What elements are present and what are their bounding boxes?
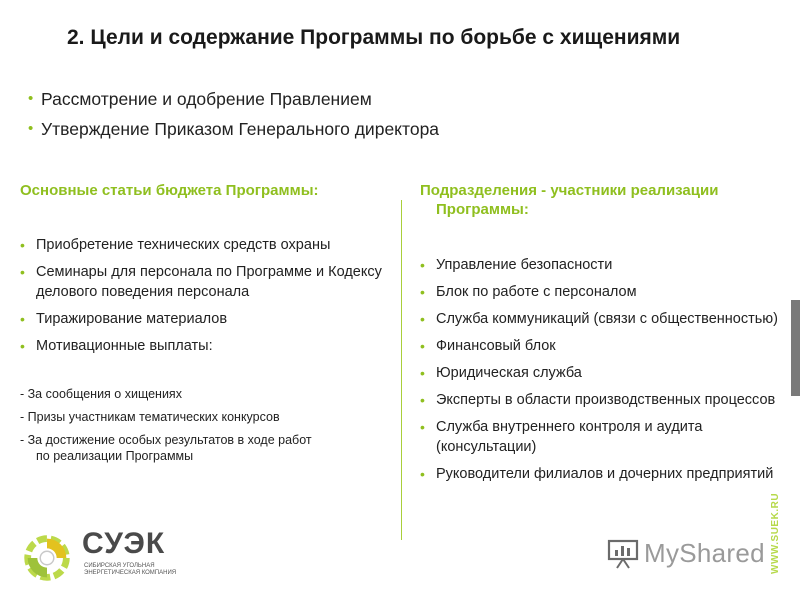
department-item: • Руководители филиалов и дочерних предприятий — [420, 464, 780, 484]
departments-heading-line2: Программы: — [436, 201, 529, 218]
myshared-watermark — [606, 534, 771, 574]
budget-list — [20, 235, 395, 363]
department-item: • Управление безопасности — [420, 255, 780, 275]
budget-heading: Основные статьи бюджета Программы: — [20, 182, 319, 199]
budget-item: • Мотивационные выплаты: — [20, 336, 395, 356]
motivation-subitem-text: - Призы участникам тематических конкурсов — [20, 410, 280, 424]
logo-subtitle-line1: СИБИРСКАЯ УГОЛЬНАЯ — [84, 563, 155, 569]
side-accent-bar — [791, 300, 800, 396]
slide-title: 2. Цели и содержание Программы по борьбе с хищениями — [67, 26, 681, 49]
departments-heading-line1: Подразделения - участники реализации — [420, 182, 719, 199]
motivation-subitem-continuation: по реализации Программы — [36, 449, 194, 463]
logo-subtitle-line2: ЭНЕРГЕТИЧЕСКАЯ КОМПАНИЯ — [84, 570, 177, 576]
budget-item: • Тиражирование материалов — [20, 309, 395, 329]
approval-item: • Утверждение Приказом Генерального директора — [28, 114, 439, 144]
motivation-subitem — [20, 386, 395, 402]
budget-item: • Семинары для персонала по Программе и Кодексу делового поведения персонала — [20, 262, 395, 302]
watermark-text: MyShared — [644, 538, 765, 568]
department-item: • Эксперты в области производственных процессов — [420, 390, 780, 410]
departments-list — [420, 255, 780, 491]
side-url: WWW.SUEK.RU — [770, 492, 781, 574]
logo-subtitle — [84, 563, 176, 577]
approval-list — [28, 84, 439, 144]
column-divider — [401, 200, 402, 540]
company-logo — [18, 525, 183, 590]
motivation-subitem-text: - За сообщения о хищениях — [20, 387, 182, 401]
motivation-subitem — [20, 409, 395, 425]
department-item: • Юридическая служба — [420, 363, 780, 383]
approval-item: • Рассмотрение и одобрение Правлением — [28, 84, 439, 114]
department-item: • Служба коммуникаций (связи с общественностью) — [420, 309, 780, 329]
department-item: • Блок по работе с персоналом — [420, 282, 780, 302]
presentation-board-icon — [606, 536, 640, 570]
motivation-subitem-text: - За достижение особых результатов в ходе работ — [20, 433, 312, 447]
departments-heading — [420, 181, 790, 219]
motivation-sublist — [20, 386, 395, 471]
department-item: • Финансовый блок — [420, 336, 780, 356]
logo-name: СУЭК — [82, 527, 166, 560]
motivation-subitem — [20, 432, 395, 464]
gear-logo-icon — [18, 529, 76, 587]
department-item: • Служба внутреннего контроля и аудита (консультации) — [420, 417, 780, 457]
budget-item: • Приобретение технических средств охраны — [20, 235, 395, 255]
